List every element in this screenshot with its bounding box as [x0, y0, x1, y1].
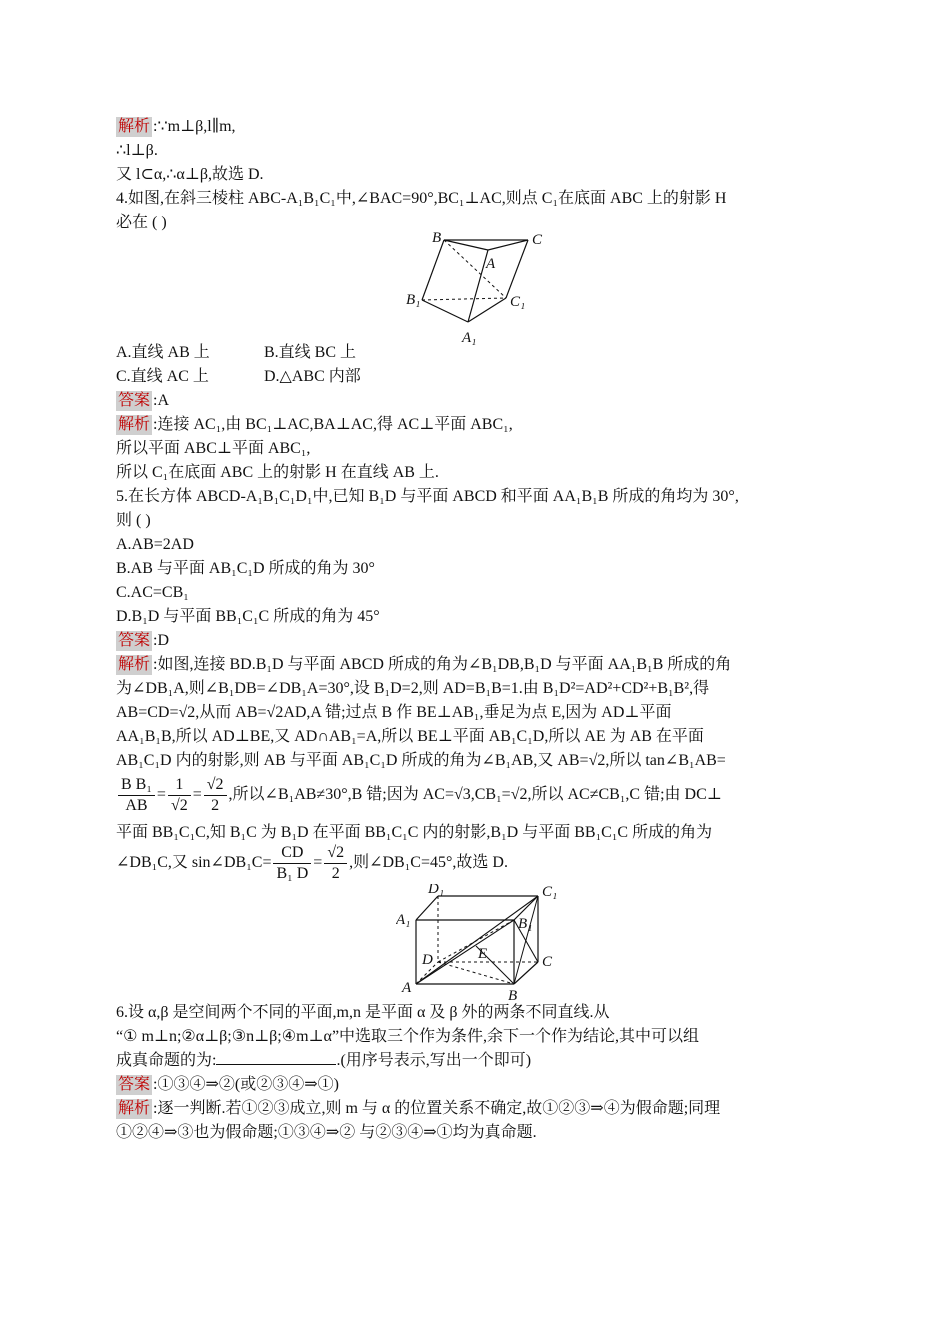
q4-jiexi-line-2: 所以平面 ABC⊥平面 ABC₁,: [116, 440, 311, 457]
q5-stem-line-2: 则 ( ): [116, 512, 151, 529]
text: :如图,连接 BD.B₁D 与平面 ABCD 所成的角为∠B₁DB,B₁D 与平面 AA₁B₁B 所成的角: [153, 656, 732, 673]
q4-options-row-1: [116, 342, 356, 364]
label-D: D: [422, 952, 433, 968]
fraction-bb1-ab: [118, 775, 155, 816]
answer-tag: 答案: [118, 632, 151, 649]
answer-text: :A: [153, 392, 170, 409]
numerator: √2: [324, 843, 347, 864]
q5-jiexi-line-1: [116, 654, 731, 676]
label-A: A: [486, 256, 496, 272]
label-C1: C₁: [510, 294, 526, 310]
label-A: A: [402, 980, 412, 996]
jiexi-tag: 解析: [118, 1100, 151, 1117]
denominator: AB: [125, 796, 148, 814]
q4-options-row-2: [116, 366, 361, 388]
q4-answer-line: [116, 390, 169, 412]
q5-jiexi-line-6: $\frac{\text{B B₁}}{AB}$ = $\frac{1}{√2}$ = $\frac{√2}{2}$ ,所以∠B₁AB≠30°,B 错;因为 AC=√3,CB₁=√2,所以 AC≠CB₁,C 错;由 DC⊥: [116, 772, 722, 818]
q5-option-c: C.AC=CB₁: [116, 584, 189, 601]
text: ∠DB₁C,又 sin∠DB₁C=: [116, 854, 272, 871]
label-B: B: [432, 232, 442, 246]
denominator: B₁ D: [276, 864, 309, 882]
q3-jiexi-line-1: [116, 116, 236, 138]
numerator: √2: [204, 775, 227, 796]
fraction-root2-2b: [324, 843, 347, 884]
jiexi-tag: 解析: [118, 416, 151, 433]
q4-stem-line-2: 必在 ( ): [116, 214, 167, 231]
q6-answer-line: [116, 1074, 339, 1096]
label-C: C: [542, 954, 553, 970]
q6-stem-line-2: “① m⊥n;②α⊥β;③n⊥β;④m⊥α”中选取三个作为条件,余下一个作为结论,其中可以组: [116, 1028, 700, 1045]
label-C1: C₁: [542, 884, 558, 900]
q5-stem-line-1: 5.在长方体 ABCD-A₁B₁C₁D₁中,已知 B₁D 与平面 ABCD 和平面 AA₁B₁B 所成的角均为 30°,: [116, 488, 739, 505]
q4-stem-line-1: 4.如图,在斜三棱柱 ABC-A₁B₁C₁中,∠BAC=90°,BC₁⊥AC,则点 C₁在底面 ABC 上的射影 H: [116, 190, 727, 207]
text: :逐一判断.若①②③成立,则 m 与 α 的位置关系不确定,故①②③⇒④为假命题;同理: [153, 1100, 721, 1117]
text: .(用序号表示,写出一个即可): [336, 1052, 532, 1069]
q6-stem-line-1: 6.设 α,β 是空间两个不同的平面,m,n 是平面 α 及 β 外的两条不同直线.从: [116, 1004, 610, 1021]
fraction-root2-2: [204, 775, 227, 816]
q5-jiexi-line-3: AB=CD=√2,从而 AB=√2AD,A 错;过点 B 作 BE⊥AB₁,垂足为点 E,因为 AD⊥平面: [116, 704, 672, 721]
label-B: B: [508, 988, 518, 1004]
denominator: 2: [211, 796, 220, 814]
q4-jiexi-line-1: [116, 414, 513, 436]
answer-text: :①③④⇒②(或②③④⇒①): [153, 1076, 339, 1093]
text: ,所以∠B₁AB≠30°,B 错;因为 AC=√3,CB₁=√2,所以 AC≠CB₁,C 错;由 DC⊥: [228, 786, 722, 803]
option-b: B.直线 BC 上: [264, 344, 357, 361]
fraction-1-root2: [168, 775, 191, 816]
denominator: √2: [170, 796, 188, 814]
q4-jiexi-line-3: 所以 C₁在底面 ABC 上的射影 H 在直线 AB 上.: [116, 464, 439, 481]
q5-option-d: D.B₁D 与平面 BB₁C₁C 所成的角为 45°: [116, 608, 380, 625]
q3-jiexi-line-2: ∴l⊥β.: [116, 142, 158, 159]
answer-tag: 答案: [118, 1076, 151, 1093]
q5-jiexi-line-5: AB₁C₁D 内的射影,则 AB 与平面 AB₁C₁D 所成的角为∠B₁AB,又 AB=√2,所以 tan∠B₁AB=: [116, 752, 726, 769]
numerator: B B₁: [118, 775, 155, 796]
denominator: 2: [331, 864, 340, 882]
q5-jiexi-line-7: 平面 BB₁C₁C,知 B₁C 为 B₁D 在平面 BB₁C₁C 内的射影,B₁D 与平面 BB₁C₁C 所成的角为: [116, 824, 713, 841]
text: 成真命题的为:: [116, 1052, 217, 1069]
numerator: CD: [273, 843, 311, 864]
answer-text: :D: [153, 632, 170, 649]
label-A1: A₁: [462, 330, 477, 346]
label-B1: B₁: [406, 292, 421, 308]
label-D1: D₁: [428, 884, 445, 897]
option-c: C.直线 AC 上: [116, 368, 209, 385]
text: :∵m⊥β,l∥m,: [153, 118, 236, 135]
answer-blank[interactable]: [216, 1050, 336, 1065]
q3-jiexi-line-3: 又 l⊂α,∴α⊥β,故选 D.: [116, 166, 264, 183]
label-E: E: [478, 946, 488, 962]
numerator: 1: [168, 775, 191, 796]
text: :连接 AC₁,由 BC₁⊥AC,BA⊥AC,得 AC⊥平面 ABC₁,: [153, 416, 513, 433]
q5-option-a: A.AB=2AD: [116, 536, 194, 553]
q6-jiexi-line-2: ①②④⇒③也为假命题;①③④⇒② 与②③④⇒①均为真命题.: [116, 1124, 537, 1141]
fraction-cd-b1d: [273, 843, 311, 884]
jiexi-tag: 解析: [118, 656, 151, 673]
q5-answer-line: [116, 630, 169, 652]
label-A1: A₁: [396, 912, 411, 928]
q5-jiexi-line-2: 为∠DB₁A,则∠B₁DB=∠DB₁A=30°,设 B₁D=2,则 AD=B₁B=1.由 B₁D²=AD²+CD²+B₁B²,得: [116, 680, 710, 697]
label-B1: B₁: [518, 916, 533, 932]
option-d: D.△ABC 内部: [264, 368, 361, 385]
label-C: C: [532, 232, 543, 248]
q5-jiexi-line-8: ∠DB₁C,又 sin∠DB₁C= $\frac{CD}{\text{B₁ D}}$ = $\frac{√2}{2}$ ,则∠DB₁C=45°,故选 D.: [116, 843, 508, 882]
q4-prism-figure: [406, 232, 556, 352]
q6-jiexi-line-1: [116, 1098, 720, 1120]
option-a: A.直线 AB 上: [116, 344, 210, 361]
jiexi-tag: 解析: [118, 118, 151, 135]
answer-tag: 答案: [118, 392, 151, 409]
q6-stem-line-3: [116, 1050, 531, 1072]
q5-jiexi-line-4: AA₁B₁B,所以 AD⊥BE,又 AD∩AB₁=A,所以 BE⊥平面 AB₁C₁D,所以 AE 为 AB 在平面: [116, 728, 704, 745]
q5-option-b: B.AB 与平面 AB₁C₁D 所成的角为 30°: [116, 560, 375, 577]
text: ,则∠DB₁C=45°,故选 D.: [349, 854, 508, 871]
q5-cuboid-figure: [396, 884, 566, 1004]
